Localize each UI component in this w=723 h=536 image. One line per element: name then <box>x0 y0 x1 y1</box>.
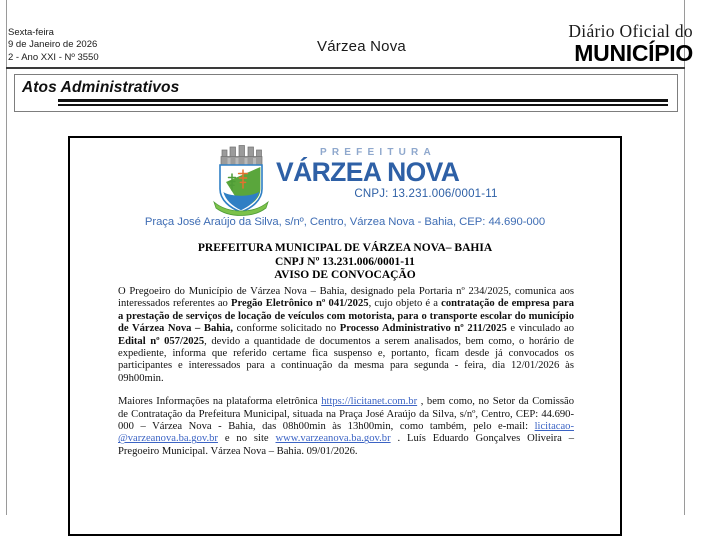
act-title-line2: CNPJ Nº 13.231.006/0001-11 <box>275 255 415 268</box>
gazette-name-line2: MUNICÍPIO <box>574 40 693 66</box>
letterhead-municipality: VÁRZEA NOVA <box>276 157 460 187</box>
licitanet-link[interactable]: https://licitanet.com.br <box>321 396 418 408</box>
p1-text-1: O Pregoeiro do Município de Várzea Nova – Bahia, designado pela Portaria nº 234/2025, comunica aos interessados referentes ao <box>118 286 574 310</box>
p2-text-1: Maiores Informações na plataforma eletrônica <box>118 396 322 408</box>
coat-of-arms-icon <box>210 144 272 218</box>
website-link[interactable]: www.varzeanova.ba.gov.br <box>275 433 391 445</box>
masthead-edition: 2 - Ano XXI - Nº 3550 <box>8 51 99 63</box>
p2-text-2: , bem como, no Setor da Comissão de Contratação da Prefeitura Municipal, situada na Praça José Araújo da Silva, s/nº, Centro, CEP: 44.690-000 – Várzea Nova - Bahia, das 08h00min às 13h00min, como também, pelo e-mail: <box>118 396 574 433</box>
letterhead-cnpj: CNPJ: 13.231.006/0001-11 <box>354 188 498 200</box>
act-paragraph-2 <box>118 396 574 458</box>
act-paragraph-1 <box>118 286 574 385</box>
masthead-divider <box>6 67 685 69</box>
p1-text-4: e vinculado ao <box>506 323 575 335</box>
masthead-gazette-logo <box>568 22 693 65</box>
document-box <box>68 136 622 536</box>
section-rule-thin <box>58 104 668 106</box>
p2-text-4: . Luís Eduardo Gonçalves Oliveira – Pregoeiro Municipal. Várzea Nova – Bahia. 09/01/2026. <box>118 433 574 457</box>
act-title-line3: AVISO DE CONVOCAÇÃO <box>274 269 416 282</box>
email-link[interactable]: licitacao-@varzeanova.ba.gov.br <box>118 421 574 445</box>
section-title: Atos Administrativos <box>22 79 180 96</box>
p1-bold-2: contratação de empresa para a prestação de serviços de locação de veículos com motorista, para o transporte escolar do município de Várzea Nova – Bahia, <box>118 298 574 335</box>
p1-text-5: , devido a quantidade de documentos a serem analisados, bem como, o horário de expediente, informa que referido certame fica suspenso e, portanto, ficam desde já convocados os participantes e interessados para a continuação da mesma para segunda - feira, dia 12/01/2026 às 09h00min. <box>118 335 574 384</box>
act-title <box>70 242 620 283</box>
p1-bold-4: Edital nº 057/2025 <box>118 335 205 347</box>
letterhead <box>70 138 620 238</box>
letterhead-prefeitura-label: PREFEITURA <box>320 147 436 158</box>
p2-text-3: e no site <box>217 433 276 445</box>
masthead-city-title: Várzea Nova <box>317 38 406 55</box>
section-rule-thick <box>58 99 668 102</box>
act-title-line1: PREFEITURA MUNICIPAL DE VÁRZEA NOVA– BAHIA <box>197 242 493 254</box>
act-body <box>118 286 574 469</box>
p1-text-3: conforme solicitado no <box>233 323 340 335</box>
masthead <box>0 0 723 68</box>
letterhead-text <box>276 146 576 201</box>
letterhead-address: Praça José Araújo da Silva, s/nº, Centro, Várzea Nova - Bahia, CEP: 44.690-000 <box>144 216 546 228</box>
p1-bold-1: Pregão Eletrônico nº 041/2025 <box>231 298 369 310</box>
masthead-date: 9 de Janeiro de 2026 <box>8 39 98 51</box>
masthead-weekday: Sexta-feira <box>8 27 54 38</box>
gazette-name-line1: Diário Oficial do <box>568 21 693 41</box>
p1-text-2: , cujo objeto é a <box>368 298 442 310</box>
p1-bold-3: Processo Administrativo nº 211/2025 <box>339 323 507 335</box>
